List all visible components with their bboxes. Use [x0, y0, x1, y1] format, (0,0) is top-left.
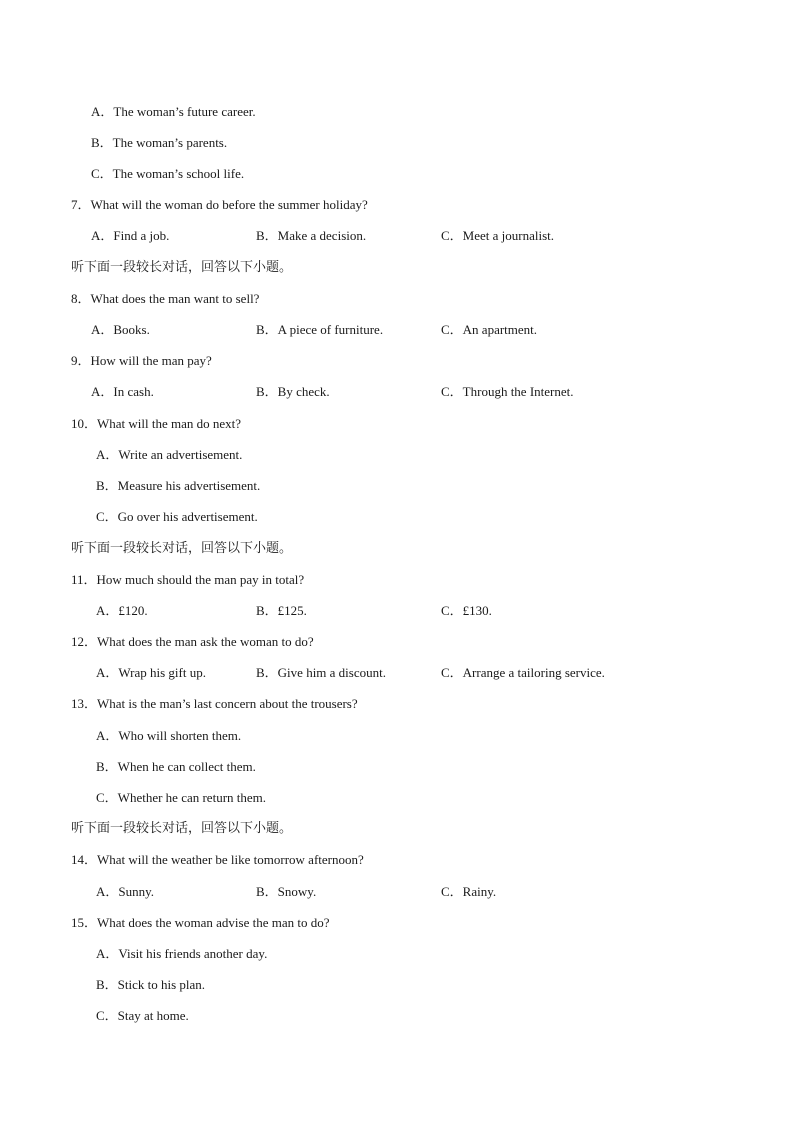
q15-option-c: C．Stay at home.	[96, 1008, 189, 1023]
q14-stem: 14．What will the weather be like tomorrow afternoon?	[71, 852, 364, 867]
q9-option-b: B．By check.	[256, 384, 330, 399]
q14-option-b: B．Snowy.	[256, 884, 317, 899]
q6-option-a: A．The woman’s future career.	[91, 104, 256, 119]
q11-option-a: A．£120.	[96, 603, 148, 618]
q14-option-a: A．Sunny.	[96, 884, 155, 899]
q13-option-c: C．Whether he can return them.	[96, 790, 267, 805]
section-heading-2: 听下面一段较长对话，回答以下小题。	[71, 541, 293, 556]
q10-option-c: C．Go over his advertisement.	[96, 509, 258, 524]
q12-option-b: B．Give him a discount.	[256, 665, 386, 680]
q14-option-c: C．Rainy.	[441, 884, 497, 899]
q11-option-b: B．£125.	[256, 603, 307, 618]
q9-stem: 9．How will the man pay?	[71, 353, 212, 368]
q7-stem: 7．What will the woman do before the summer holiday?	[71, 197, 368, 212]
q10-option-a: A．Write an advertisement.	[96, 447, 243, 462]
q13-option-b: B．When he can collect them.	[96, 759, 256, 774]
q15-stem: 15．What does the woman advise the man to do?	[71, 915, 330, 930]
q9-option-c: C．Through the Internet.	[441, 384, 574, 399]
q12-option-a: A．Wrap his gift up.	[96, 665, 206, 680]
q8-option-b: B．A piece of furniture.	[256, 322, 384, 337]
q7-option-a: A．Find a job.	[91, 228, 170, 243]
q8-option-a: A．Books.	[91, 322, 150, 337]
q12-stem: 12．What does the man ask the woman to do?	[71, 634, 314, 649]
q10-option-b: B．Measure his advertisement.	[96, 478, 261, 493]
q12-options	[0, 665, 794, 681]
q9-options	[0, 384, 794, 400]
q8-option-c: C．An apartment.	[441, 322, 538, 337]
q8-options	[0, 322, 794, 338]
q7-option-c: C．Meet a journalist.	[441, 228, 555, 243]
q14-options	[0, 884, 794, 900]
section-heading-1: 听下面一段较长对话，回答以下小题。	[71, 260, 293, 275]
q12-option-c: C．Arrange a tailoring service.	[441, 665, 605, 680]
q15-option-b: B．Stick to his plan.	[96, 977, 206, 992]
q6-option-b: B．The woman’s parents.	[91, 135, 228, 150]
q9-option-a: A．In cash.	[91, 384, 154, 399]
q13-stem: 13．What is the man’s last concern about the trousers?	[71, 696, 358, 711]
q10-stem: 10．What will the man do next?	[71, 416, 242, 431]
section-heading-3: 听下面一段较长对话，回答以下小题。	[71, 821, 293, 836]
q11-option-c: C．£130.	[441, 603, 492, 618]
q11-options	[0, 603, 794, 619]
q7-options	[0, 228, 794, 244]
q8-stem: 8．What does the man want to sell?	[71, 291, 260, 306]
q7-option-b: B．Make a decision.	[256, 228, 367, 243]
q15-option-a: A．Visit his friends another day.	[96, 946, 268, 961]
q6-option-c: C．The woman’s school life.	[91, 166, 245, 181]
q11-stem: 11．How much should the man pay in total?	[71, 572, 305, 587]
q13-option-a: A．Who will shorten them.	[96, 728, 242, 743]
